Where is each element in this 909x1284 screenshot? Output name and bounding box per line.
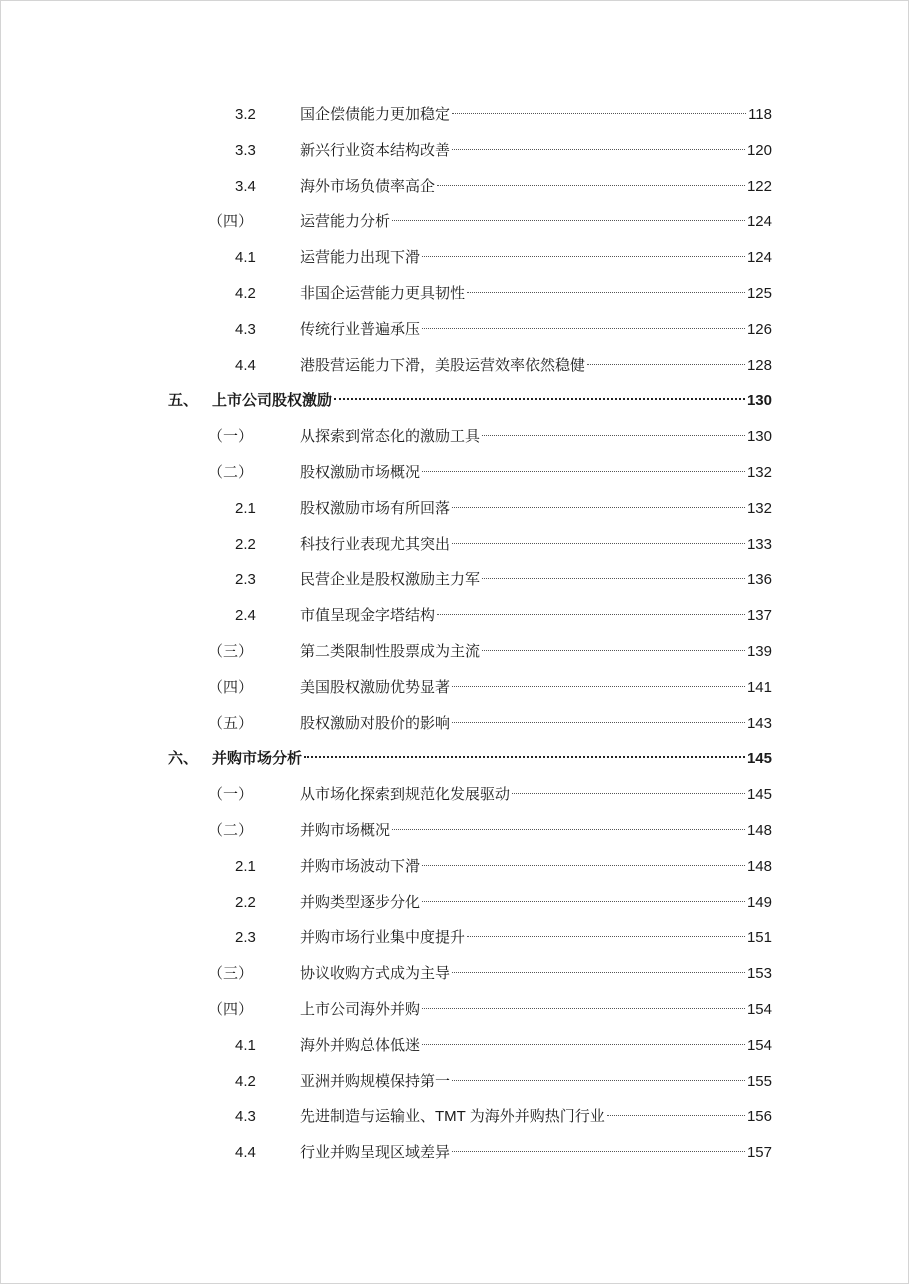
toc-entry-line	[300, 813, 772, 849]
toc-entry-page: 155	[746, 1072, 772, 1090]
toc-entry-number: 2.1	[235, 857, 256, 875]
toc-entry-title: 民营企业是股权激励主力军	[300, 571, 481, 589]
dot-leader	[392, 220, 745, 221]
toc-entry-number: （三）	[208, 642, 254, 660]
toc-entry-page: 154	[746, 1000, 772, 1018]
toc-entry-number: 4.3	[235, 1108, 256, 1126]
toc-entry-number: 4.2	[235, 1072, 256, 1090]
dot-leader	[422, 256, 745, 257]
toc-entry-line	[300, 885, 772, 921]
toc-entry-page: 130	[746, 392, 772, 410]
dot-leader	[422, 1008, 745, 1009]
toc-entry[interactable]	[0, 956, 909, 992]
toc-entry-line	[300, 527, 772, 563]
toc-entry-title: 并购市场概况	[300, 821, 391, 839]
toc-entry[interactable]	[0, 204, 909, 240]
toc-entry-number: （四）	[208, 678, 254, 696]
toc-entry-title: 美国股权激励优势显著	[300, 678, 451, 696]
toc-entry-page: 154	[746, 1036, 772, 1054]
dot-leader	[452, 149, 745, 150]
toc-entry[interactable]	[0, 992, 909, 1028]
dot-leader	[422, 901, 745, 902]
dot-leader	[607, 1115, 745, 1116]
toc-entry-page: 118	[748, 106, 772, 123]
toc-entry[interactable]	[0, 240, 909, 276]
toc-entry-number: （二）	[208, 821, 254, 839]
toc-entry-line	[212, 741, 772, 777]
toc-entry-number: （一）	[208, 428, 254, 446]
toc-entry-title: 股权激励市场概况	[300, 463, 421, 481]
toc-entry[interactable]	[0, 598, 909, 634]
toc-entry-number: （三）	[208, 965, 254, 983]
toc-entry-page: 148	[746, 857, 772, 875]
toc-entry-number: （四）	[208, 1000, 254, 1018]
toc-entry-page: 145	[746, 750, 772, 768]
dot-leader	[452, 543, 745, 544]
toc-entry-page: 130	[746, 428, 772, 446]
toc-entry[interactable]	[0, 706, 909, 742]
toc-entry-number: 4.4	[235, 356, 256, 374]
toc-entry-page: 141	[746, 678, 772, 696]
toc-entry[interactable]	[0, 419, 909, 455]
toc-entry-line	[300, 562, 772, 598]
toc-entry-line	[300, 240, 772, 276]
toc-entry-line	[300, 1028, 772, 1064]
dot-leader	[422, 1044, 745, 1045]
toc-entry-line	[300, 455, 772, 491]
toc-entry-page: 153	[746, 965, 772, 983]
dot-leader	[482, 578, 745, 579]
toc-entry-title: 并购市场行业集中度提升	[300, 929, 466, 947]
toc-entry-line	[300, 598, 772, 634]
toc-entry-line	[300, 1135, 772, 1171]
toc-entry-line	[212, 383, 772, 419]
toc-entry-line	[300, 1099, 772, 1135]
toc-entry-page: 124	[746, 213, 772, 231]
dot-leader	[304, 756, 745, 758]
toc-entry-page: 145	[746, 786, 772, 804]
toc-entry-title: 亚洲并购规模保持第一	[300, 1072, 451, 1090]
toc-entry[interactable]	[0, 1028, 909, 1064]
toc-entry[interactable]	[0, 312, 909, 348]
dot-leader	[587, 364, 745, 365]
toc-entry-title: 非国企运营能力更具韧性	[300, 284, 466, 302]
toc-entry-number: 五、	[168, 392, 199, 410]
toc-entry-title: 第二类限制性股票成为主流	[300, 642, 481, 660]
toc-entry[interactable]	[0, 527, 909, 563]
toc-entry-line	[300, 312, 772, 348]
toc-entry-title: 新兴行业资本结构改善	[300, 141, 451, 159]
toc-entry-page: 132	[746, 463, 772, 481]
toc-entry-line	[300, 956, 772, 992]
toc-entry[interactable]	[0, 634, 909, 670]
toc-entry-page: 148	[746, 821, 772, 839]
dot-leader	[467, 936, 745, 937]
toc-entry-number: 4.3	[235, 320, 256, 338]
toc-entry-page: 136	[746, 571, 772, 589]
toc-entry-page: 132	[746, 499, 772, 517]
toc-entry[interactable]	[0, 562, 909, 598]
toc-entry[interactable]	[0, 169, 909, 205]
toc-entry[interactable]	[0, 383, 909, 419]
toc-entry-number: 2.3	[235, 929, 256, 947]
toc-entry-line	[300, 777, 772, 813]
toc-entry-title: 先进制造与运输业、TMT 为海外并购热门行业	[300, 1108, 605, 1126]
toc-entry-title: 从探索到常态化的激励工具	[300, 428, 481, 446]
toc-entry-line	[300, 1064, 772, 1100]
toc-entry[interactable]	[0, 276, 909, 312]
toc-entry-page: 126	[746, 320, 772, 338]
toc-entry-line	[300, 706, 772, 742]
toc-entry-number: 3.2	[235, 106, 256, 123]
toc-entry[interactable]	[0, 849, 909, 885]
toc-entry-title: 市值呈现金字塔结构	[300, 607, 436, 625]
toc-entry-number: 2.2	[235, 893, 256, 911]
dot-leader	[422, 865, 745, 866]
toc-entry-number: 2.2	[235, 535, 256, 553]
dot-leader	[452, 1080, 745, 1081]
toc-entry[interactable]	[0, 97, 909, 133]
toc-entry-page: 133	[746, 535, 772, 553]
toc-entry-title: 行业并购呈现区域差异	[300, 1144, 451, 1162]
toc-entry-page: 124	[746, 249, 772, 267]
toc-entry[interactable]	[0, 491, 909, 527]
toc-entry-title: 国企偿债能力更加稳定	[300, 106, 451, 123]
toc-entry-page: 157	[746, 1144, 772, 1162]
toc-entry-line	[300, 97, 772, 133]
toc-entry[interactable]	[0, 455, 909, 491]
dot-leader	[452, 1151, 745, 1152]
toc-entry-title: 传统行业普遍承压	[300, 320, 421, 338]
toc-entry[interactable]	[0, 133, 909, 169]
toc-entry[interactable]	[0, 1099, 909, 1135]
toc-entry[interactable]	[0, 777, 909, 813]
dot-leader	[452, 972, 745, 973]
toc-entry[interactable]	[0, 348, 909, 384]
toc-entry[interactable]	[0, 741, 909, 777]
toc-entry[interactable]	[0, 920, 909, 956]
dot-leader	[512, 793, 745, 794]
toc-entry-line	[300, 920, 772, 956]
toc-entry-line	[300, 276, 772, 312]
toc-entry-line	[300, 992, 772, 1028]
toc-entry-page: 125	[746, 284, 772, 302]
toc-entry-line	[300, 204, 772, 240]
table-of-contents	[0, 97, 909, 1171]
toc-entry-number: 4.1	[235, 1036, 256, 1054]
dot-leader	[482, 435, 745, 436]
dot-leader	[452, 686, 745, 687]
toc-entry-number: 2.4	[235, 607, 256, 625]
dot-leader	[392, 829, 745, 830]
toc-entry-line	[300, 491, 772, 527]
dot-leader	[452, 113, 746, 114]
dot-leader	[437, 614, 745, 615]
toc-entry-line	[300, 419, 772, 455]
dot-leader	[422, 328, 745, 329]
toc-entry-page: 122	[746, 177, 772, 195]
toc-entry-number: 六、	[168, 750, 199, 768]
toc-entry-number: （二）	[208, 463, 254, 481]
toc-entry[interactable]	[0, 1064, 909, 1100]
toc-entry-title: 股权激励对股价的影响	[300, 714, 451, 732]
toc-entry-number: （四）	[208, 213, 254, 231]
toc-entry-number: 4.4	[235, 1144, 256, 1162]
toc-entry-number: 2.1	[235, 499, 256, 517]
toc-entry-title: 并购类型逐步分化	[300, 893, 421, 911]
toc-entry-title: 海外市场负债率高企	[300, 177, 436, 195]
toc-entry-title: 海外并购总体低迷	[300, 1036, 421, 1054]
toc-entry-title: 运营能力出现下滑	[300, 249, 421, 267]
toc-entry-title: 并购市场分析	[212, 750, 303, 768]
toc-entry-title: 运营能力分析	[300, 213, 391, 231]
toc-entry-number: （一）	[208, 786, 254, 804]
toc-entry-title: 协议收购方式成为主导	[300, 965, 451, 983]
toc-entry-page: 143	[746, 714, 772, 732]
toc-entry-line	[300, 169, 772, 205]
toc-entry-title: 并购市场波动下滑	[300, 857, 421, 875]
toc-entry[interactable]	[0, 1135, 909, 1171]
toc-entry-number: 4.1	[235, 249, 256, 267]
dot-leader	[334, 398, 745, 400]
toc-entry-title: 上市公司海外并购	[300, 1000, 421, 1018]
toc-entry-line	[300, 634, 772, 670]
dot-leader	[452, 507, 745, 508]
toc-entry-line	[300, 670, 772, 706]
dot-leader	[437, 185, 745, 186]
toc-entry-title: 股权激励市场有所回落	[300, 499, 451, 517]
toc-entry-title: 从市场化探索到规范化发展驱动	[300, 786, 511, 804]
dot-leader	[422, 471, 745, 472]
toc-entry-page: 120	[746, 141, 772, 159]
toc-entry[interactable]	[0, 885, 909, 921]
toc-entry[interactable]	[0, 813, 909, 849]
dot-leader	[467, 292, 745, 293]
toc-entry-page: 139	[746, 642, 772, 660]
toc-entry-title: 科技行业表现尤其突出	[300, 535, 451, 553]
toc-entry-number: 3.4	[235, 177, 256, 195]
toc-entry-title: 上市公司股权激励	[212, 392, 333, 410]
toc-entry-title: 港股营运能力下滑，美股运营效率依然稳健	[300, 356, 586, 374]
toc-entry-line	[300, 849, 772, 885]
toc-entry-number: 2.3	[235, 571, 256, 589]
toc-entry-line	[300, 348, 772, 384]
toc-entry-number: 3.3	[235, 141, 256, 159]
toc-entry[interactable]	[0, 670, 909, 706]
toc-entry-page: 149	[746, 893, 772, 911]
toc-entry-number: （五）	[208, 714, 254, 732]
toc-entry-page: 128	[746, 356, 772, 374]
toc-entry-page: 151	[746, 929, 772, 947]
dot-leader	[482, 650, 745, 651]
toc-entry-line	[300, 133, 772, 169]
dot-leader	[452, 722, 745, 723]
toc-entry-number: 4.2	[235, 284, 256, 302]
toc-entry-page: 156	[746, 1108, 772, 1126]
toc-entry-page: 137	[746, 607, 772, 625]
